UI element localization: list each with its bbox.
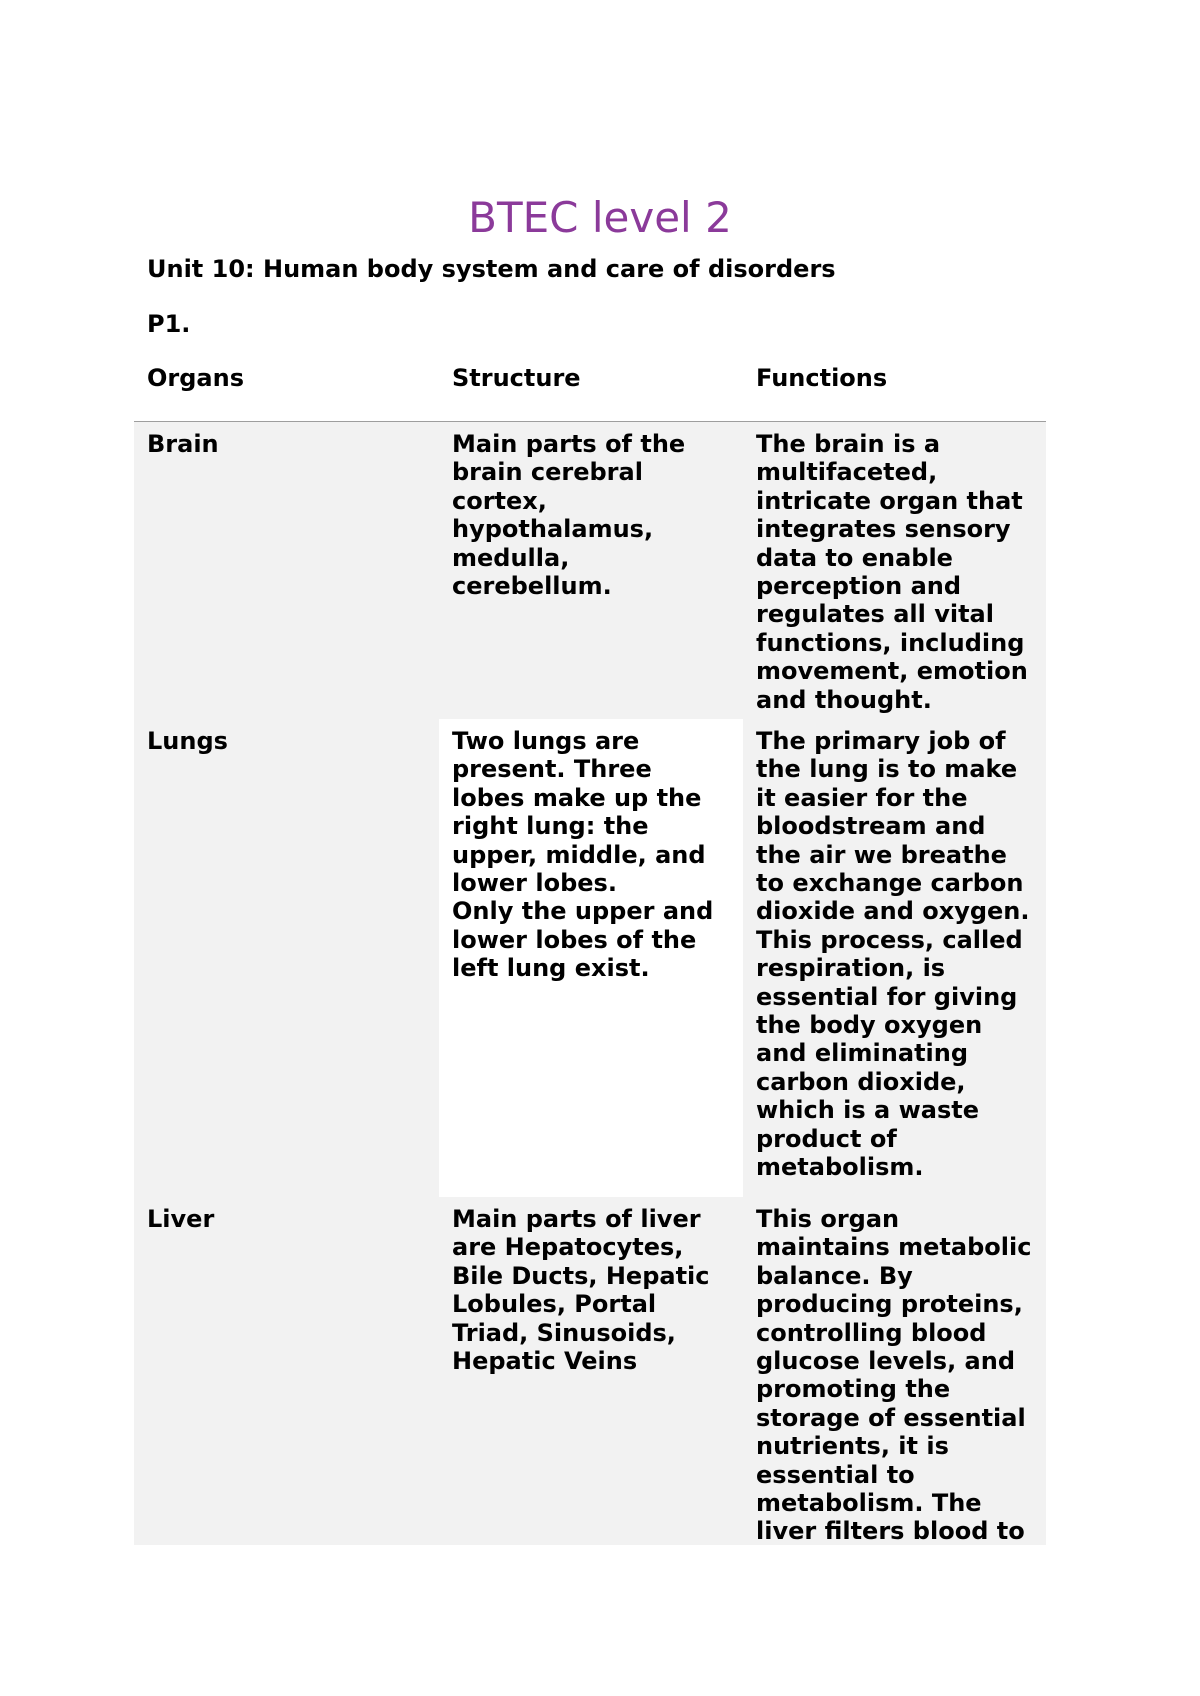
- function-cell: The brain is a multifaceted, intricate organ that integrates sensory data to enable perception and regulates all vital functions, including movement, emotion and thought.: [743, 422, 1046, 720]
- header-functions: Functions: [743, 360, 1046, 422]
- structure-paragraph: Only the upper and lower lobes of the left lung exist.: [452, 897, 714, 983]
- organ-cell: Brain: [134, 422, 439, 720]
- table-header-row: [134, 360, 1046, 422]
- table-row: [134, 422, 1046, 720]
- structure-cell: [439, 719, 743, 1197]
- structure-paragraph: Two lungs are present. Three lobes make up the right lung: the upper, middle, and lower lobes.: [452, 727, 706, 898]
- organs-table: [134, 360, 1046, 1545]
- organ-cell: Lungs: [134, 719, 439, 1197]
- structure-cell: Main parts of liver are Hepatocytes, Bile Ducts, Hepatic Lobules, Portal Triad, Sinusoids, Hepatic Veins: [439, 1197, 743, 1545]
- section-label: P1.: [147, 310, 191, 338]
- unit-subtitle: Unit 10: Human body system and care of disorders: [147, 255, 836, 283]
- table-row: [134, 1197, 1046, 1545]
- page-title: BTEC level 2: [468, 193, 732, 242]
- function-cell: This organ maintains metabolic balance. By producing proteins, controlling blood glucose levels, and promoting the storage of essential nutrients, it is essential to metabolism. The liver filters blood to: [743, 1197, 1046, 1545]
- structure-cell: Main parts of the brain cerebral cortex, hypothalamus, medulla, cerebellum.: [439, 422, 743, 720]
- header-organs: Organs: [134, 360, 439, 422]
- header-structure: Structure: [439, 360, 743, 422]
- organ-cell: Liver: [134, 1197, 439, 1545]
- function-cell: The primary job of the lung is to make it easier for the bloodstream and the air we breathe to exchange carbon dioxide and oxygen. This process, called respiration, is essential for giving the body oxygen and eliminating carbon dioxide, which is a waste product of metabolism.: [743, 719, 1046, 1197]
- organs-table-container: [134, 360, 1046, 1545]
- table-row: [134, 719, 1046, 1197]
